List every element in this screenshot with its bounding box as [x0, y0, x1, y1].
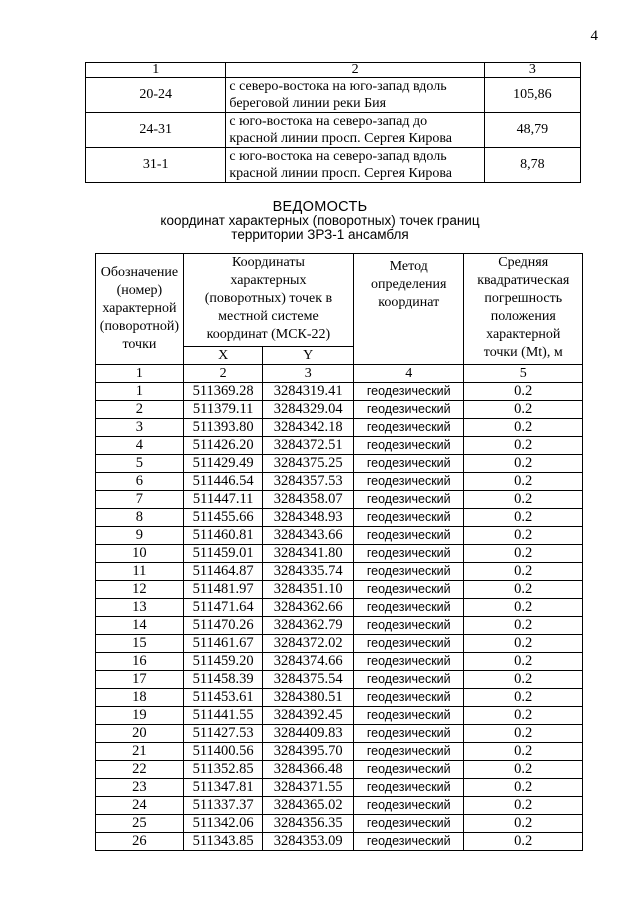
header-method	[354, 254, 464, 365]
mt-cell: 0.2	[464, 743, 583, 761]
x-coordinate-cell: 511458.39	[183, 671, 263, 689]
header-line: погрешность	[484, 291, 563, 306]
point-number-cell: 10	[96, 545, 184, 563]
column-number: 3	[263, 365, 354, 383]
description-line: с юго-востока на северо-запад до	[229, 114, 428, 129]
table-row	[96, 491, 583, 509]
header-line: определения	[371, 277, 447, 292]
header-line: квадратическая	[477, 273, 570, 288]
table-row	[96, 725, 583, 743]
method-cell: геодезический	[354, 473, 464, 491]
table-row	[96, 797, 583, 815]
x-coordinate-cell: 511426.20	[183, 437, 263, 455]
mt-cell: 0.2	[464, 455, 583, 473]
table-row	[96, 779, 583, 797]
point-number-cell: 12	[96, 581, 184, 599]
description-cell	[226, 78, 484, 113]
method-cell: геодезический	[354, 509, 464, 527]
table-row	[96, 689, 583, 707]
header-line: характерной	[486, 327, 561, 342]
y-coordinate-cell: 3284362.79	[263, 617, 354, 635]
header-line: Обозначение	[100, 265, 179, 280]
point-number-cell: 23	[96, 779, 184, 797]
table-row	[96, 833, 583, 851]
y-coordinate-cell: 3284372.02	[263, 635, 354, 653]
boundary-row	[86, 113, 581, 148]
x-coordinate-cell: 511427.53	[183, 725, 263, 743]
y-coordinate-cell: 3284372.51	[263, 437, 354, 455]
y-coordinate-cell: 3284319.41	[263, 383, 354, 401]
method-cell: геодезический	[354, 725, 464, 743]
y-coordinate-cell: 3284343.66	[263, 527, 354, 545]
mt-cell: 0.2	[464, 761, 583, 779]
method-cell: геодезический	[354, 581, 464, 599]
length-cell: 105,86	[484, 78, 580, 113]
point-number-cell: 5	[96, 455, 184, 473]
point-number-cell: 9	[96, 527, 184, 545]
mt-cell: 0.2	[464, 635, 583, 653]
mt-cell: 0.2	[464, 437, 583, 455]
header-line: местной системе	[218, 309, 319, 324]
point-number-cell: 11	[96, 563, 184, 581]
mt-cell: 0.2	[464, 797, 583, 815]
x-coordinate-cell: 511453.61	[183, 689, 263, 707]
point-number-cell: 22	[96, 761, 184, 779]
mt-cell: 0.2	[464, 419, 583, 437]
method-cell: геодезический	[354, 545, 464, 563]
x-coordinate-cell: 511447.11	[183, 491, 263, 509]
x-coordinate-cell: 511455.66	[183, 509, 263, 527]
table-row	[96, 707, 583, 725]
boundary-table	[85, 62, 581, 183]
y-coordinate-cell: 3284375.54	[263, 671, 354, 689]
title-main: ВЕДОМОСТЬ	[272, 199, 368, 215]
statement-title	[0, 200, 640, 242]
y-coordinate-cell: 3284335.74	[263, 563, 354, 581]
method-cell: геодезический	[354, 779, 464, 797]
y-coordinate-cell: 3284365.02	[263, 797, 354, 815]
table-row	[96, 743, 583, 761]
boundary-header-cell: 2	[226, 63, 484, 78]
point-number-cell: 13	[96, 599, 184, 617]
table-row	[96, 527, 583, 545]
header-line: положения	[490, 309, 556, 324]
header-x: X	[183, 347, 263, 365]
header-coordinates	[183, 254, 353, 347]
x-coordinate-cell: 511369.28	[183, 383, 263, 401]
x-coordinate-cell: 511347.81	[183, 779, 263, 797]
y-coordinate-cell: 3284362.66	[263, 599, 354, 617]
mt-cell: 0.2	[464, 491, 583, 509]
method-cell: геодезический	[354, 599, 464, 617]
method-cell: геодезический	[354, 833, 464, 851]
method-cell: геодезический	[354, 437, 464, 455]
x-coordinate-cell: 511352.85	[183, 761, 263, 779]
point-number-cell: 19	[96, 707, 184, 725]
mt-cell: 0.2	[464, 401, 583, 419]
header-line: точки (Mt), м	[483, 345, 563, 360]
y-coordinate-cell: 3284409.83	[263, 725, 354, 743]
x-coordinate-cell: 511429.49	[183, 455, 263, 473]
method-cell: геодезический	[354, 527, 464, 545]
table-row	[96, 671, 583, 689]
y-coordinate-cell: 3284351.10	[263, 581, 354, 599]
coord-header-row	[96, 254, 583, 347]
description-line: красной линии просп. Сергея Кирова	[229, 166, 452, 181]
column-number: 5	[464, 365, 583, 383]
x-coordinate-cell: 511459.01	[183, 545, 263, 563]
header-line: Координаты	[231, 255, 305, 270]
description-line: красной линии просп. Сергея Кирова	[229, 131, 452, 146]
boundary-header-row	[86, 63, 581, 78]
segment-cell: 24-31	[86, 113, 226, 148]
title-line: координат характерных (поворотных) точек границ	[160, 213, 480, 228]
point-number-cell: 4	[96, 437, 184, 455]
point-number-cell: 3	[96, 419, 184, 437]
mt-cell: 0.2	[464, 527, 583, 545]
point-number-cell: 14	[96, 617, 184, 635]
x-coordinate-cell: 511342.06	[183, 815, 263, 833]
header-line: характерных	[230, 273, 307, 288]
boundary-row	[86, 148, 581, 183]
y-coordinate-cell: 3284375.25	[263, 455, 354, 473]
title-line: территории ЗРЗ-1 ансамбля	[231, 227, 409, 242]
header-point-designation	[96, 254, 184, 365]
y-coordinate-cell: 3284356.35	[263, 815, 354, 833]
x-coordinate-cell: 511343.85	[183, 833, 263, 851]
header-line: (поворотных) точек в	[204, 291, 333, 306]
header-line: Метод	[389, 259, 428, 274]
point-number-cell: 18	[96, 689, 184, 707]
header-line: координат (МСК-22)	[206, 327, 331, 342]
table-row	[96, 437, 583, 455]
table-row	[96, 545, 583, 563]
header-line: характерной	[102, 301, 177, 316]
length-cell: 8,78	[484, 148, 580, 183]
method-cell: геодезический	[354, 401, 464, 419]
point-number-cell: 16	[96, 653, 184, 671]
method-cell: геодезический	[354, 491, 464, 509]
y-coordinate-cell: 3284358.07	[263, 491, 354, 509]
header-error	[464, 254, 583, 365]
y-coordinate-cell: 3284353.09	[263, 833, 354, 851]
segment-cell: 20-24	[86, 78, 226, 113]
y-coordinate-cell: 3284329.04	[263, 401, 354, 419]
header-line: координат	[378, 295, 440, 310]
mt-cell: 0.2	[464, 725, 583, 743]
description-line: с юго-востока на северо-запад вдоль	[229, 149, 447, 164]
method-cell: геодезический	[354, 797, 464, 815]
coordinates-table	[95, 253, 583, 851]
method-cell: геодезический	[354, 689, 464, 707]
y-coordinate-cell: 3284341.80	[263, 545, 354, 563]
mt-cell: 0.2	[464, 581, 583, 599]
mt-cell: 0.2	[464, 509, 583, 527]
x-coordinate-cell: 511470.26	[183, 617, 263, 635]
method-cell: геодезический	[354, 635, 464, 653]
page-number: 4	[590, 28, 598, 44]
point-number-cell: 17	[96, 671, 184, 689]
point-number-cell: 20	[96, 725, 184, 743]
x-coordinate-cell: 511471.64	[183, 599, 263, 617]
y-coordinate-cell: 3284395.70	[263, 743, 354, 761]
header-y: Y	[263, 347, 354, 365]
description-line: береговой линии реки Бия	[229, 96, 387, 111]
mt-cell: 0.2	[464, 707, 583, 725]
mt-cell: 0.2	[464, 563, 583, 581]
x-coordinate-cell: 511446.54	[183, 473, 263, 491]
x-coordinate-cell: 511481.97	[183, 581, 263, 599]
mt-cell: 0.2	[464, 779, 583, 797]
y-coordinate-cell: 3284371.55	[263, 779, 354, 797]
point-number-cell: 6	[96, 473, 184, 491]
point-number-cell: 24	[96, 797, 184, 815]
table-row	[96, 653, 583, 671]
column-number-row	[96, 365, 583, 383]
method-cell: геодезический	[354, 761, 464, 779]
mt-cell: 0.2	[464, 599, 583, 617]
mt-cell: 0.2	[464, 815, 583, 833]
x-coordinate-cell: 511459.20	[183, 653, 263, 671]
header-line: (поворотной)	[99, 319, 180, 334]
table-row	[96, 419, 583, 437]
point-number-cell: 26	[96, 833, 184, 851]
mt-cell: 0.2	[464, 689, 583, 707]
coord-rows	[96, 383, 583, 851]
description-cell	[226, 113, 484, 148]
column-number: 1	[96, 365, 184, 383]
header-line: точки	[122, 337, 157, 352]
boundary-header-cell: 1	[86, 63, 226, 78]
method-cell: геодезический	[354, 653, 464, 671]
mt-cell: 0.2	[464, 671, 583, 689]
point-number-cell: 15	[96, 635, 184, 653]
y-coordinate-cell: 3284374.66	[263, 653, 354, 671]
method-cell: геодезический	[354, 815, 464, 833]
mt-cell: 0.2	[464, 833, 583, 851]
method-cell: геодезический	[354, 617, 464, 635]
table-row	[96, 761, 583, 779]
point-number-cell: 8	[96, 509, 184, 527]
boundary-row	[86, 78, 581, 113]
table-row	[96, 455, 583, 473]
point-number-cell: 1	[96, 383, 184, 401]
table-row	[96, 635, 583, 653]
x-coordinate-cell: 511460.81	[183, 527, 263, 545]
y-coordinate-cell: 3284357.53	[263, 473, 354, 491]
table-row	[96, 581, 583, 599]
x-coordinate-cell: 511393.80	[183, 419, 263, 437]
boundary-header-cell: 3	[484, 63, 580, 78]
table-row	[96, 563, 583, 581]
y-coordinate-cell: 3284348.93	[263, 509, 354, 527]
x-coordinate-cell: 511400.56	[183, 743, 263, 761]
mt-cell: 0.2	[464, 545, 583, 563]
mt-cell: 0.2	[464, 473, 583, 491]
x-coordinate-cell: 511441.55	[183, 707, 263, 725]
mt-cell: 0.2	[464, 383, 583, 401]
x-coordinate-cell: 511464.87	[183, 563, 263, 581]
x-coordinate-cell: 511461.67	[183, 635, 263, 653]
method-cell: геодезический	[354, 383, 464, 401]
method-cell: геодезический	[354, 455, 464, 473]
method-cell: геодезический	[354, 671, 464, 689]
table-row	[96, 599, 583, 617]
table-row	[96, 509, 583, 527]
mt-cell: 0.2	[464, 617, 583, 635]
y-coordinate-cell: 3284380.51	[263, 689, 354, 707]
point-number-cell: 2	[96, 401, 184, 419]
method-cell: геодезический	[354, 563, 464, 581]
point-number-cell: 7	[96, 491, 184, 509]
header-line: (номер)	[116, 283, 163, 298]
table-row	[96, 473, 583, 491]
segment-cell: 31-1	[86, 148, 226, 183]
method-cell: геодезический	[354, 707, 464, 725]
column-number: 4	[354, 365, 464, 383]
method-cell: геодезический	[354, 419, 464, 437]
x-coordinate-cell: 511337.37	[183, 797, 263, 815]
description-line: с северо-востока на юго-запад вдоль	[229, 79, 447, 94]
column-number: 2	[183, 365, 263, 383]
length-cell: 48,79	[484, 113, 580, 148]
y-coordinate-cell: 3284366.48	[263, 761, 354, 779]
point-number-cell: 25	[96, 815, 184, 833]
header-line: Средняя	[498, 255, 549, 270]
y-coordinate-cell: 3284342.18	[263, 419, 354, 437]
table-row	[96, 815, 583, 833]
table-row	[96, 383, 583, 401]
table-row	[96, 617, 583, 635]
description-cell	[226, 148, 484, 183]
y-coordinate-cell: 3284392.45	[263, 707, 354, 725]
table-row	[96, 401, 583, 419]
point-number-cell: 21	[96, 743, 184, 761]
method-cell: геодезический	[354, 743, 464, 761]
x-coordinate-cell: 511379.11	[183, 401, 263, 419]
mt-cell: 0.2	[464, 653, 583, 671]
